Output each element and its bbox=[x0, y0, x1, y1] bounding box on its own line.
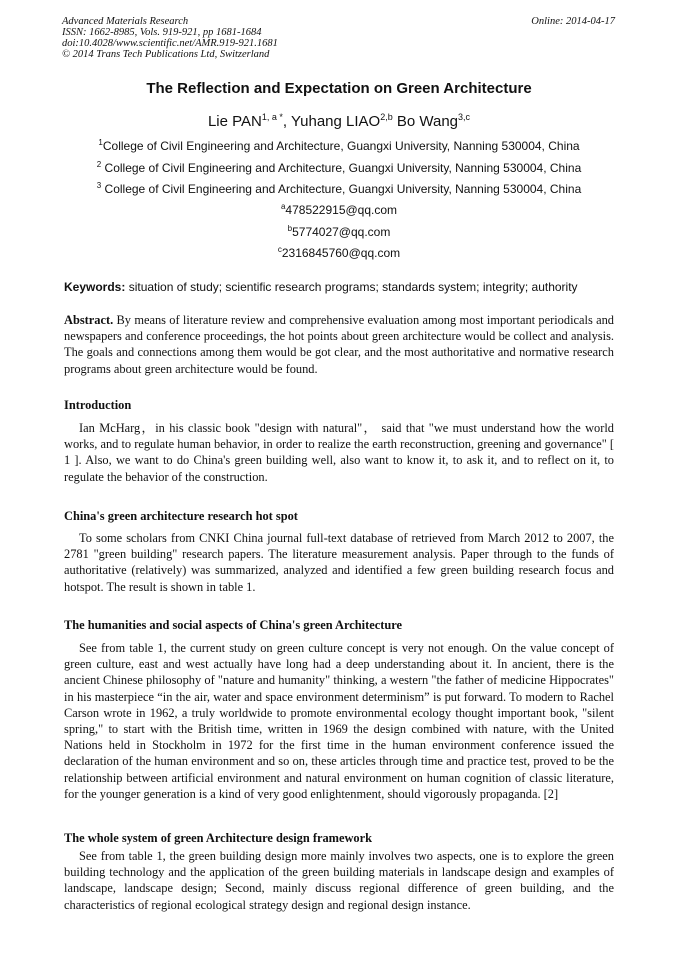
section-text-design-framework: See from table 1, the green building design more mainly involves two aspects, one is to explore the green building technology and the application of the green building materials in landscape design and examples of landscape, landscape design; Second, mainly discuss regional difference of green building, and the characteristics of regional ecological strategy design and regional design instance. bbox=[64, 849, 614, 912]
section-heading-introduction: Introduction bbox=[64, 398, 132, 412]
affiliation-2-text: College of Civil Engineering and Architecture, Guangxi University, Nanning 530004, China bbox=[101, 161, 582, 175]
online-date: Online: 2014-04-17 bbox=[531, 16, 615, 27]
email-b-sup: b bbox=[287, 224, 293, 233]
keywords bbox=[64, 280, 624, 294]
section-heading-humanities: The humanities and social aspects of China's green Architecture bbox=[64, 618, 402, 632]
affiliation-1-text: College of Civil Engineering and Architecture, Guangxi University, Nanning 530004, China bbox=[102, 139, 580, 153]
affiliation-1 bbox=[40, 138, 638, 153]
section-text-hot-spot: To some scholars from CNKI China journal full-text database of retrieved from March 2012 to 2007, the 2781 "green building" research papers. The literature measurement analysis. Paper through to the funds of authoritative (relatively) was summarized, analyzed and identified a few green building research focus and hotspot. The result is shown in table 1. bbox=[64, 531, 614, 594]
author-3-sup: 3,c bbox=[458, 112, 471, 122]
affiliation-3-sup: 3 bbox=[96, 181, 102, 190]
author-1: Lie PAN bbox=[207, 113, 262, 130]
affiliation-3-text: College of Civil Engineering and Architecture, Guangxi University, Nanning 530004, China bbox=[101, 182, 582, 196]
section-text-introduction: Ian McHarg，in his classic book "design with natural"， said that "we must understand how the world works, and to regulate human behavior, in order to realize the earth reconstruction, greening and governance" [ 1 ]. Also, we want to do China's green building well, also want to know it, to ask it, and to reflect on it, to regulate the behavior of the construction. bbox=[64, 421, 614, 484]
email-c-sup: c bbox=[277, 245, 282, 254]
keywords-label: Keywords: bbox=[64, 280, 126, 294]
email-c-text: 2316845760@qq.com bbox=[281, 246, 401, 260]
issn-line: ISSN: 1662-8985, Vols. 919-921, pp 1681-1684 bbox=[62, 27, 262, 38]
author-line bbox=[40, 112, 638, 130]
section-heading-hot-spot: China's green architecture research hot spot bbox=[64, 509, 298, 523]
paper-title: The Reflection and Expectation on Green Architecture bbox=[146, 80, 532, 97]
copyright-line: © 2014 Trans Tech Publications Ltd, Switzerland bbox=[62, 49, 270, 60]
journal-header bbox=[62, 16, 278, 60]
affiliation-2 bbox=[40, 160, 638, 175]
author-separator: , bbox=[282, 113, 291, 130]
email-a-text: 478522915@qq.com bbox=[285, 203, 398, 217]
affiliation-3 bbox=[40, 181, 638, 196]
doi-line: doi:10.4028/www.scientific.net/AMR.919-921.1681 bbox=[62, 38, 278, 49]
email-b-text: 5774027@qq.com bbox=[292, 225, 391, 239]
abstract bbox=[64, 312, 614, 377]
abstract-text: By means of literature review and comprehensive evaluation among most important periodicals and newspapers and conference proceedings, the hot points about green architecture would be collect and analysis. The goals and connections among them would be got clear, and the most authoritative and normative research programs about green architecture would be found. bbox=[64, 313, 614, 376]
author-2-sup: 2,b bbox=[380, 112, 393, 122]
email-a bbox=[40, 202, 638, 217]
affiliation-1-sup: 1 bbox=[98, 138, 103, 147]
email-a-sup: a bbox=[280, 202, 286, 211]
author-1-sup: 1, a * bbox=[261, 112, 283, 122]
journal-name: Advanced Materials Research bbox=[62, 16, 189, 27]
affiliation-2-sup: 2 bbox=[96, 160, 102, 169]
section-text-humanities: See from table 1, the current study on green culture concept is very not enough. On the value concept of green culture, east and west actually have long had a deep understanding about it. In ancient, there is the ancient Chinese philosophy of "nature and humanity" thinking, a western "the father of medicine Hippocrates" in his masterpiece “in the air, water and space environment determinism” is put forward. To modern to Rachel Carson wrote in 1962, a truly worldwide to promote environmental ecology thought important book, "silent spring," to start with the British time, written in 1969 the design combined with nature, with the United Nations held in Stockholm in 1972 for the first time in the human environment conference issued the declaration of the human environment and so on, these articles through time and practice test, proved to be the relationship between artificial environment and natural environment on human cognition of classic literature, for the younger generation is a kind of very good enlightenment, should vigorously propaganda. [2] bbox=[64, 641, 614, 801]
author-3: Bo Wang bbox=[392, 113, 459, 130]
email-c bbox=[40, 245, 638, 260]
keywords-text: situation of study; scientific research programs; standards system; integrity; authority bbox=[125, 280, 578, 294]
email-b bbox=[40, 224, 638, 239]
abstract-label: Abstract. bbox=[64, 313, 114, 327]
section-heading-design-framework: The whole system of green Architecture design framework bbox=[64, 831, 372, 845]
author-2: Yuhang LIAO bbox=[290, 113, 381, 130]
